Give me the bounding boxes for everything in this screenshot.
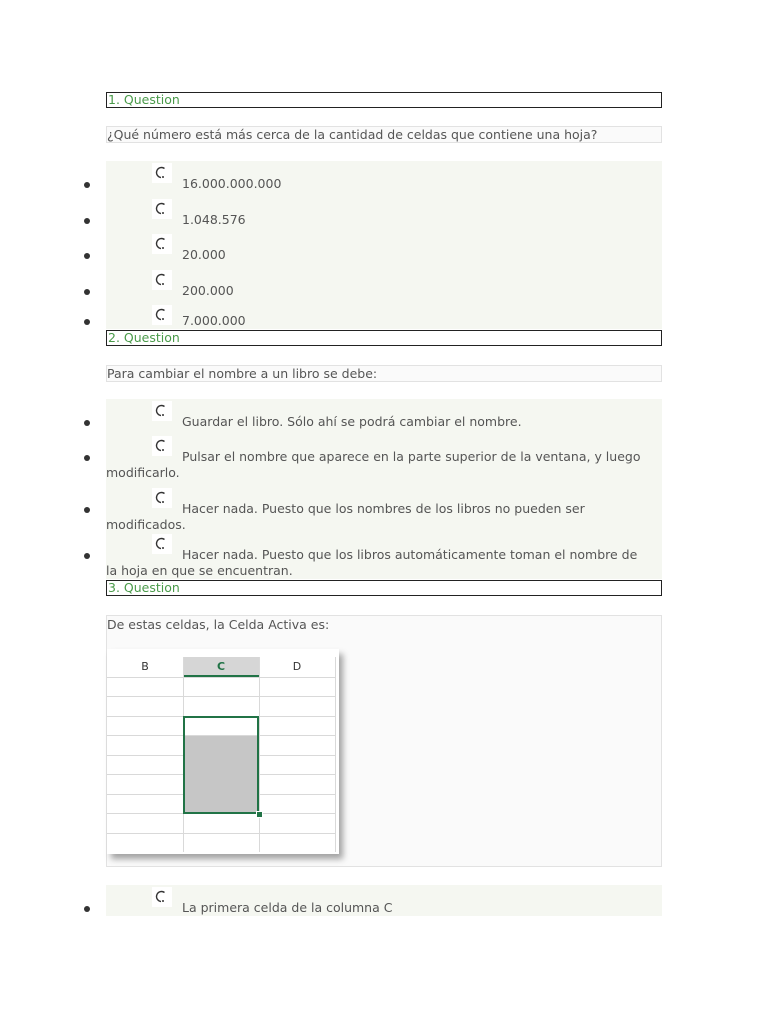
option-label: Guardar el libro. Sólo ahí se podrá cambiar el nombre. [182,414,522,429]
option-label: 16.000.000.000 [182,176,282,191]
question-1-header: 1. Question [106,92,662,108]
column-header-c: C [216,660,226,673]
option-label: 7.000.000 [182,313,246,328]
bullet [84,319,90,325]
spreadsheet-image [107,649,339,854]
question-2-text: Para cambiar el nombre a un libro se debe: [106,365,662,382]
bullet [84,218,90,224]
question-3-header: 3. Question [106,580,662,596]
question-1-options [106,161,662,329]
radio-spinner-icon[interactable] [152,305,172,325]
option-label: La primera celda de la columna C [182,900,393,915]
bullet [84,253,90,259]
bullet [84,455,90,461]
radio-spinner-icon[interactable] [152,270,172,290]
radio-spinner-icon[interactable] [152,887,172,907]
bullet [84,182,90,188]
option-label: 1.048.576 [182,212,246,227]
column-header-d: D [292,660,302,673]
radio-spinner-icon[interactable] [152,163,172,183]
question-2-header: 2. Question [106,330,662,346]
active-cell-selection [183,716,259,814]
radio-spinner-icon[interactable] [152,199,172,219]
bullet [84,507,90,513]
question-3-text: De estas celdas, la Celda Activa es: [107,617,330,632]
question-3-options [106,885,662,916]
option-label: Hacer nada. Puesto que los nombres de los libros no pueden ser modificados. [106,501,585,532]
bullet [84,420,90,426]
bullet [84,289,90,295]
radio-spinner-icon[interactable] [152,401,172,421]
radio-spinner-icon[interactable] [152,234,172,254]
bullet [84,553,90,559]
option-label: Hacer nada. Puesto que los libros automáticamente toman el nombre de la hoja en que se encuentran. [106,547,638,578]
option-label: 20.000 [182,247,226,262]
option-label: Pulsar el nombre que aparece en la parte superior de la ventana, y luego modificarlo. [106,449,641,480]
fill-handle [256,811,263,818]
option-label: 200.000 [182,283,234,298]
bullet [84,906,90,912]
question-2-options [106,399,662,579]
column-header-b: B [141,660,149,673]
question-1-text: ¿Qué número está más cerca de la cantidad de celdas que contiene una hoja? [106,126,662,143]
